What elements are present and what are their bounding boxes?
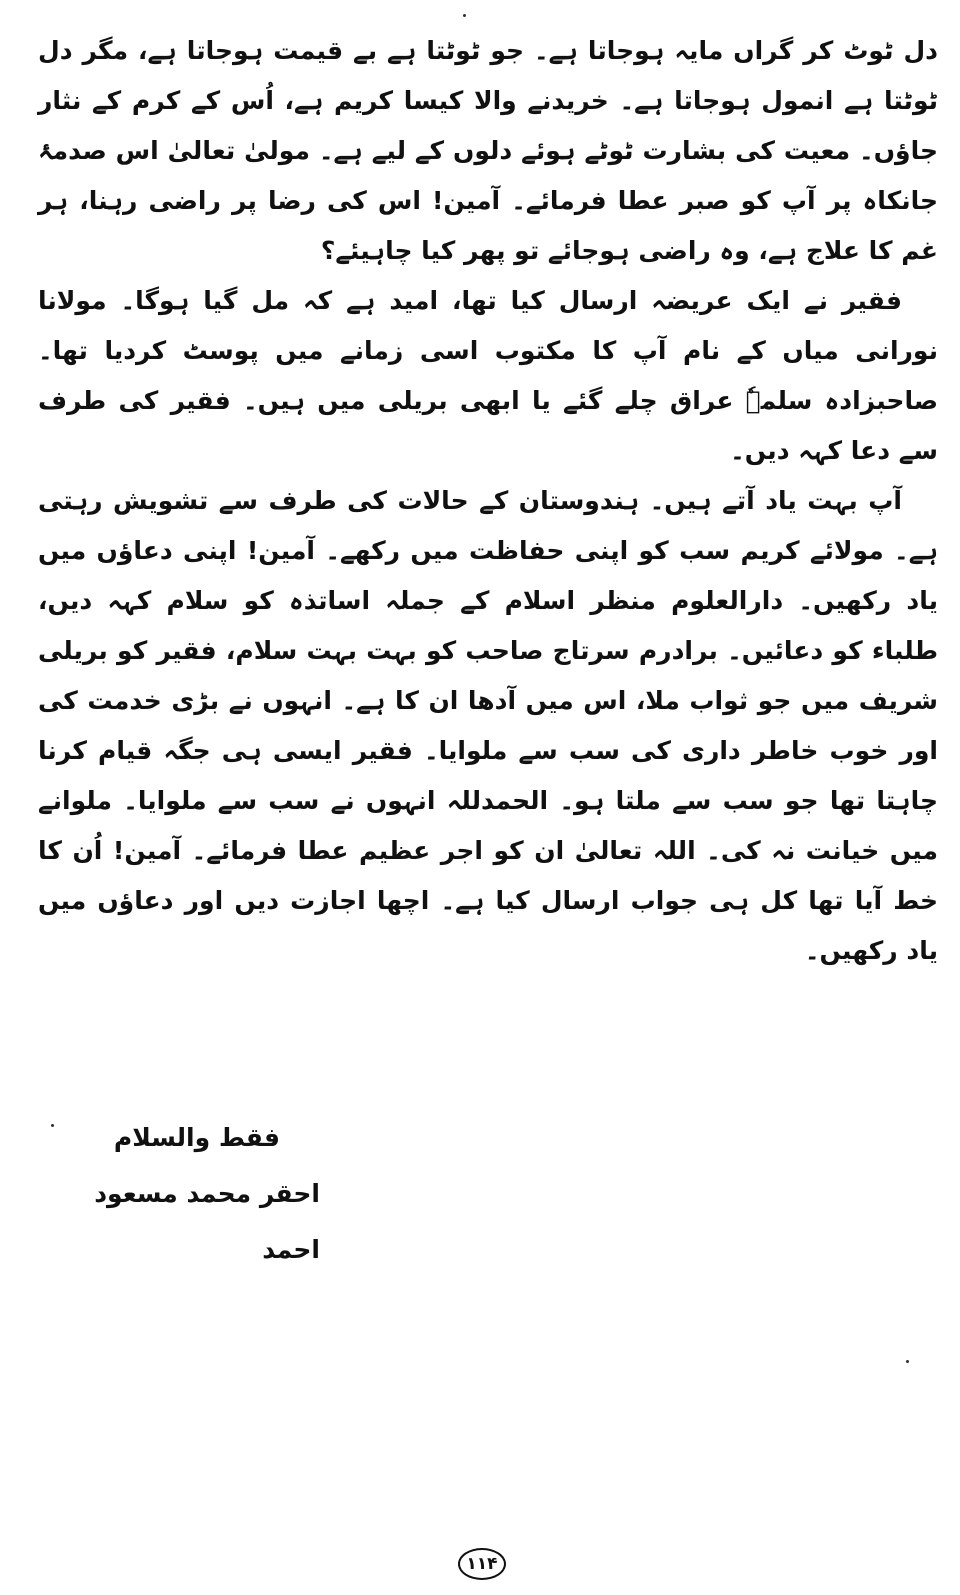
scan-speck <box>51 1124 54 1127</box>
paragraph-1: دل ٹوٹ کر گراں مایہ ہوجاتا ہے۔ جو ٹوٹتا ہے بے قیمت ہوجاتا ہے، مگر دل ٹوٹتا ہے انمول ہوجاتا ہے۔ خریدنے والا کیسا کریم ہے، اُس کے کرم کے نثار جاؤں۔ معیت کی بشارت ٹوٹے ہوئے دلوں کے لیے ہے۔ مولیٰ تعالیٰ اس صدمۂ جانکاہ پر آپ کو صبر عطا فرمائے۔ آمین! اس کی رضا پر راضی رہنا، ہر غم کا علاج ہے، وہ راضی ہوجائے تو پھر کیا چاہیئے؟ <box>38 36 938 265</box>
closing-salutation: فقط والسلام <box>113 1123 280 1152</box>
letter-closing <box>60 1110 320 1278</box>
page-number: ۱۱۴ <box>458 1548 506 1580</box>
paragraph-3: آپ بہت یاد آتے ہیں۔ ہندوستان کے حالات کی طرف سے تشویش رہتی ہے۔ مولائے کریم سب کو اپنی حفاظت میں رکھے۔ آمین! اپنی دعاؤں میں یاد رکھیں۔ دارالعلوم منظر اسلام کے جملہ اساتذہ کو سلام کہہ دیں، طلباء کو دعائیں۔ برادرم سرتاج صاحب کو بہت بہت سلام، فقیر کو بریلی شریف میں جو ثواب ملا، اس میں آدھا ان کا ہے۔ انہوں نے بڑی خدمت کی اور خوب خاطر داری کی سب سے ملوایا۔ فقیر ایسی ہی جگہ قیام کرنا چاہتا تھا جو سب سے ملتا ہو۔ الحمدللہ انہوں نے سب سے ملوایا۔ ملوانے میں خیانت نہ کی۔ اللہ تعالیٰ ان کو اجر عظیم عطا فرمائے۔ آمین! اُن کا خط آیا تھا کل ہی جواب ارسال کیا ہے۔ اچھا اجازت دیں اور دعاؤں میں یاد رکھیں۔ <box>38 486 938 965</box>
scan-speck <box>463 14 466 17</box>
paragraph-2: فقیر نے ایک عریضہ ارسال کیا تھا، امید ہے کہ مل گیا ہوگا۔ مولانا نورانی میاں کے نام آپ کا مکتوب اسی زمانے میں پوسٹ کردیا تھا۔ صاحبزادہ سلمہٗ عراق چلے گئے یا ابھی بریلی میں ہیں۔ فقیر کی طرف سے دعا کہہ دیں۔ <box>38 286 938 465</box>
scan-speck <box>906 1360 909 1363</box>
letter-body <box>38 26 938 976</box>
closing-signature: احقر محمد مسعود احمد <box>94 1179 320 1264</box>
